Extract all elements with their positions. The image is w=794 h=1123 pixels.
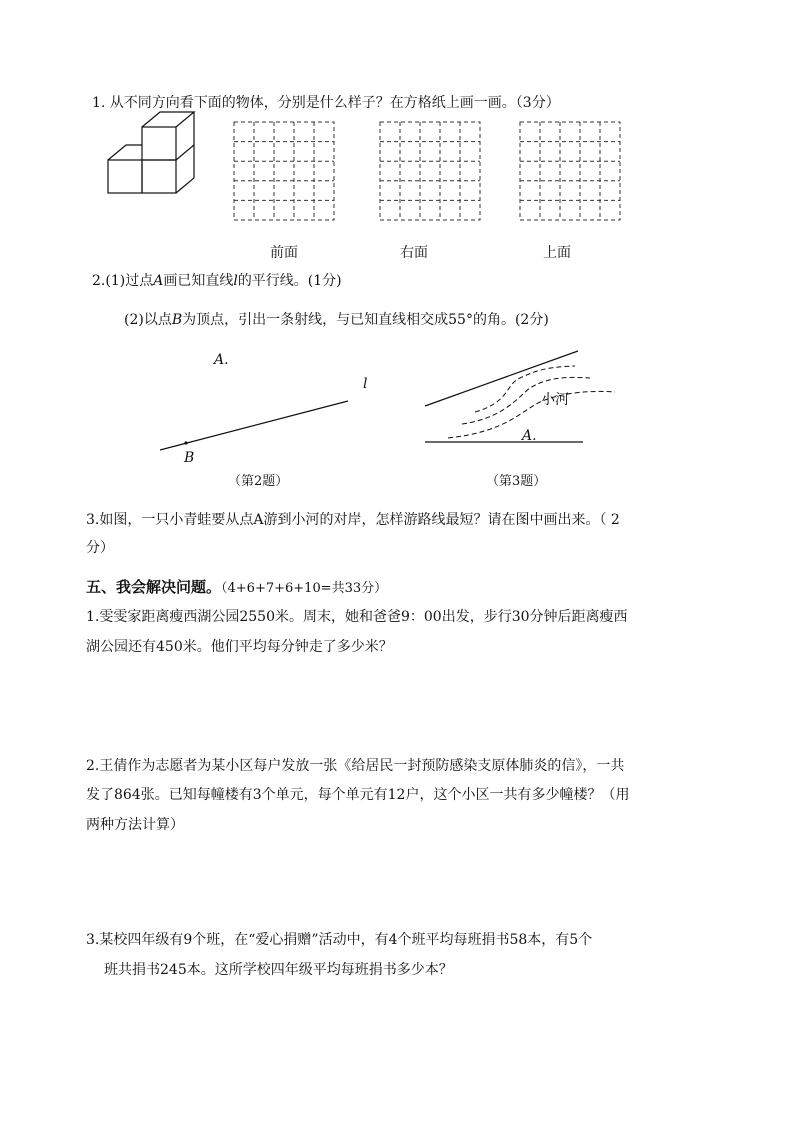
fig2-point-b-label: B bbox=[184, 450, 195, 466]
q2-line-l: l bbox=[233, 273, 238, 289]
q2-point-b: B bbox=[171, 312, 183, 328]
q1-text: 1. 从不同方向看下面的物体，分别是什么样子？在方格纸上画一画。（3分） bbox=[92, 95, 560, 111]
cube-stack-figure bbox=[108, 112, 194, 193]
q2-part2-text-a: (2)以点 bbox=[124, 312, 172, 328]
section5-score: （4+6+7+6+10=共33分） bbox=[221, 581, 388, 596]
fig2-caption: （第2题） bbox=[228, 474, 289, 489]
q2-part2 bbox=[124, 310, 549, 330]
grid-label-right: 右面 bbox=[400, 245, 428, 261]
q2-point-a: A bbox=[153, 273, 164, 289]
grid-paper-top bbox=[520, 122, 620, 220]
p1-line1: 1.雯雯家距离瘦西湖公园2550米。周末，她和爸爸9：00出发，步行30分钟后距离瘦西 bbox=[86, 609, 628, 625]
q2-part2-text-b: 为顶点，引出一条射线，与已知直线相交成55°的角。(2分) bbox=[182, 312, 549, 328]
section5-heading bbox=[86, 577, 387, 599]
q3-line2: 分） bbox=[86, 540, 114, 556]
fig3-point-a-label: A. bbox=[522, 428, 537, 444]
fig3-caption: （第3题） bbox=[486, 474, 547, 489]
q2-part1-text-a: 2.(1)过点 bbox=[92, 273, 154, 289]
q2-part1-text-c: 的平行线。(1分) bbox=[237, 273, 342, 289]
section5-title: 五、我会解决问题。 bbox=[86, 578, 222, 596]
fig2-point-a-label: A. bbox=[214, 352, 229, 368]
p3-line1: 3.某校四年级有9个班，在“爱心捐赠”活动中，有4个班平均每班捐书58本，有5个 bbox=[86, 932, 593, 948]
q2-part1 bbox=[92, 271, 342, 291]
fig2-line-l-label: l bbox=[363, 376, 368, 392]
p2-line2: 发了864张。已知每幢楼有3个单元，每个单元有12户，这个小区一共有多少幢楼？（用 bbox=[86, 787, 630, 803]
p2-line1: 2.王倩作为志愿者为某小区每户发放一张《给居民一封预防感染支原体肺炎的信》，一共 bbox=[86, 758, 625, 774]
grid-paper-front bbox=[234, 122, 334, 220]
q2-part1-text-b: 画已知直线 bbox=[163, 273, 234, 289]
p2-line3: 两种方法计算） bbox=[86, 817, 184, 833]
grid-label-front: 前面 bbox=[270, 245, 298, 261]
q3-line1: 3.如图，一只小青蛙要从点A游到小河的对岸，怎样游路线最短？请在图中画出来。（ 2 bbox=[86, 512, 620, 528]
p1-line2: 湖公园还有450米。他们平均每分钟走了多少米？ bbox=[86, 639, 393, 655]
p3-line2: 班共捐书245本。这所学校四年级平均每班捐书多少本？ bbox=[104, 962, 453, 978]
grid-paper-right bbox=[380, 122, 480, 220]
grid-label-top: 上面 bbox=[543, 245, 571, 261]
fig3-river-label: 小河 bbox=[541, 392, 569, 408]
fig2-line-l bbox=[160, 401, 348, 450]
fig2-point-b-dot bbox=[184, 441, 187, 444]
